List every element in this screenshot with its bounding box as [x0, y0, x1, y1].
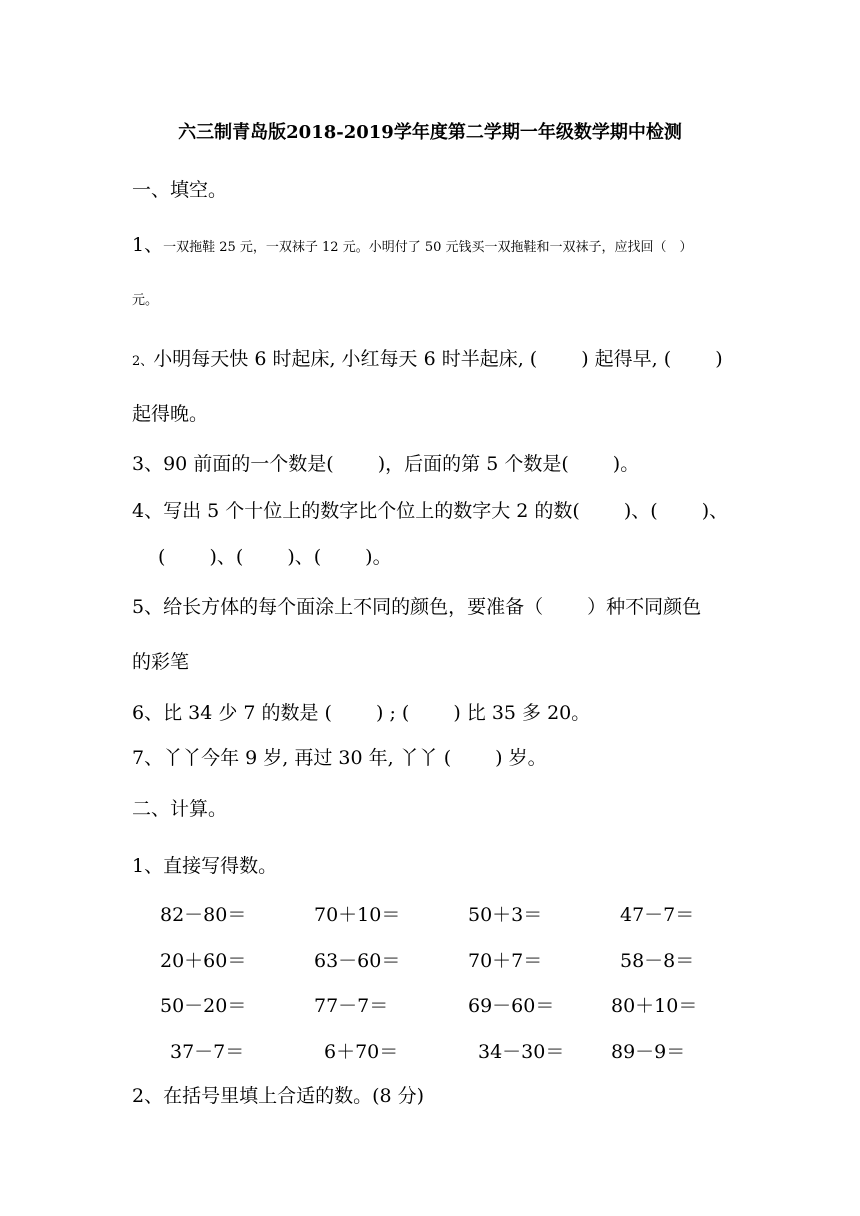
calc-item: 70＋10＝: [314, 904, 401, 926]
calc-item: 70＋7＝: [468, 950, 543, 972]
question-6: 6、比 34 少 7 的数是 ( ) ; ( ) 比 35 多 20。: [132, 702, 591, 724]
question-4-line-1: 4、写出 5 个十位上的数字比个位上的数字大 2 的数( )、( )、: [132, 500, 729, 522]
question-4-line-2: ( )、( )、( )。: [158, 546, 392, 568]
page-title: 六三制青岛版2018-2019学年度第二学期一年级数学期中检测: [178, 122, 682, 143]
calc-item: 34－30＝: [478, 1041, 565, 1063]
calc-item: 50＋3＝: [468, 904, 543, 926]
calc-item: 20＋60＝: [160, 950, 247, 972]
calc-item: 50－20＝: [160, 995, 247, 1017]
question-7: 7、丫丫今年 9 岁, 再过 30 年, 丫丫 ( ) 岁。: [132, 747, 547, 769]
calc-subsection-2: 2、在括号里填上合适的数。(8 分): [132, 1085, 425, 1107]
calc-item: 69－60＝: [468, 995, 555, 1017]
question-5-line-2: 的彩笔: [132, 651, 190, 673]
section-heading-fill: 一、填空。: [132, 179, 228, 201]
question-2-line-1: 2、小明每天快 6 时起床, 小红每天 6 时半起床, ( ) 起得早, ( ): [132, 348, 723, 370]
calc-item: 77－7＝: [314, 995, 389, 1017]
question-1-line-1: 1、一双拖鞋 25 元，一双袜子 12 元。小明付了 50 元钱买一双拖鞋和一双袜子，应找回（ ）: [132, 234, 693, 256]
calc-item: 58－8＝: [620, 950, 695, 972]
calc-item: 63－60＝: [314, 950, 401, 972]
question-5-line-1: 5、给长方体的每个面涂上不同的颜色，要准备（ ）种不同颜色: [132, 596, 702, 618]
calc-item: 47－7＝: [620, 904, 695, 926]
section-heading-calc: 二、计算。: [132, 798, 228, 820]
calc-item: 6＋70＝: [324, 1041, 399, 1063]
calc-subsection-1: 1、直接写得数。: [132, 855, 278, 877]
calc-item: 80＋10＝: [611, 995, 698, 1017]
calc-item: 89－9＝: [611, 1041, 686, 1063]
question-1-line-2: 元。: [132, 293, 159, 308]
question-2-line-2: 起得晚。: [132, 403, 209, 425]
calc-item: 82－80＝: [160, 904, 247, 926]
calc-item: 37－7＝: [170, 1041, 245, 1063]
question-3: 3、90 前面的一个数是( )，后面的第 5 个数是( )。: [132, 453, 640, 475]
